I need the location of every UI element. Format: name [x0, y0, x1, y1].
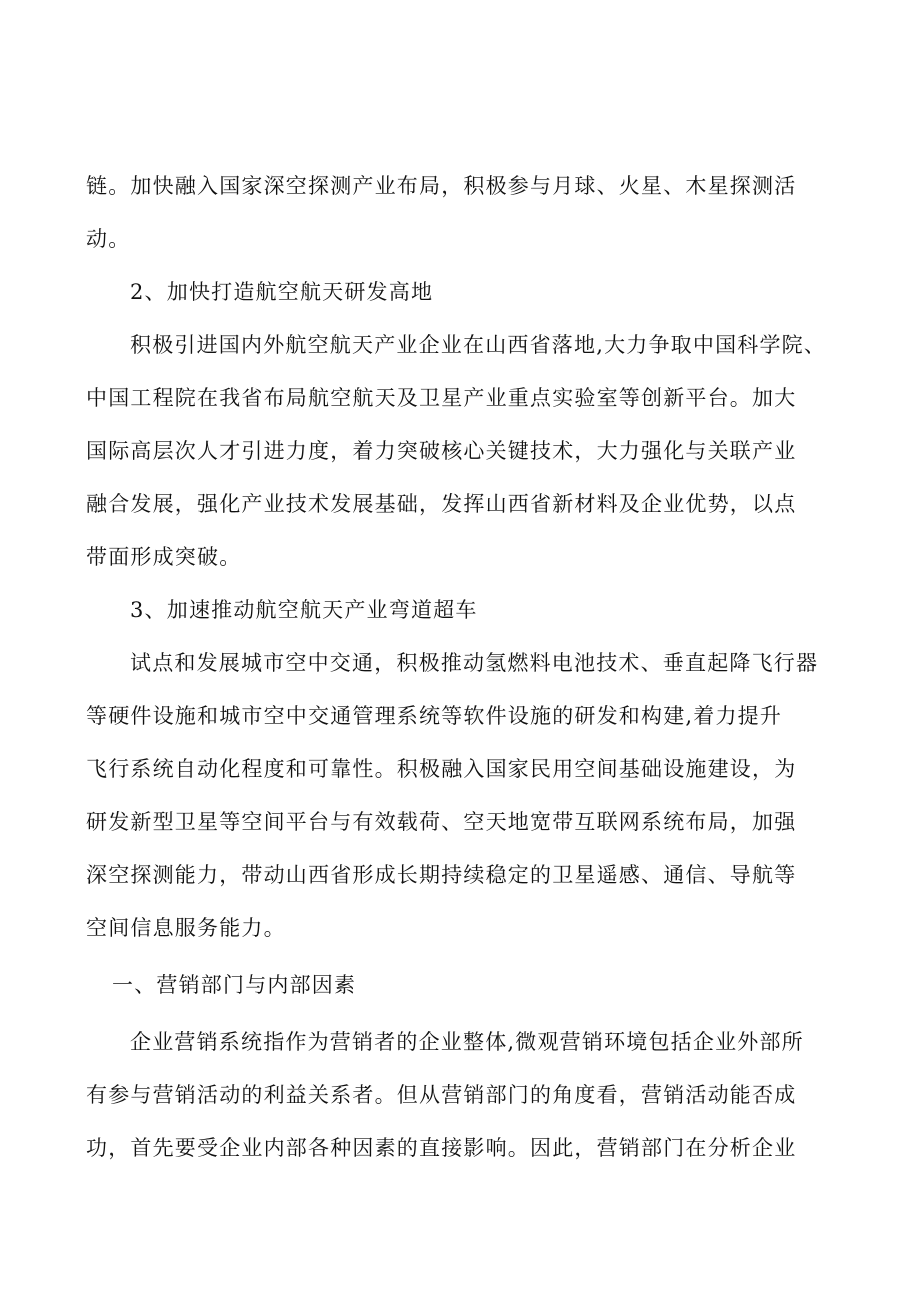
paragraph-first-line: 积极引进国内外航空航天产业企业在山西省落地,大力争取中国科学院、 — [130, 333, 827, 357]
body-line: 国际高层次人才引进力度，着力突破核心关键技术，大力强化与关联产业 — [86, 439, 797, 463]
body-line: 带面形成突破。 — [86, 545, 242, 569]
paragraph-first-line: 试点和发展城市空中交通，积极推动氢燃料电池技术、垂直起降飞行器 — [130, 651, 819, 675]
body-line: 等硬件设施和城市空中交通管理系统等软件设施的研发和构建,着力提升 — [86, 704, 783, 728]
body-line: 融合发展，强化产业技术发展基础，发挥山西省新材料及企业优势，以点 — [86, 492, 797, 516]
body-line: 深空探测能力，带动山西省形成长期持续稳定的卫星遥感、通信、导航等 — [86, 863, 797, 887]
section-heading: 一、营销部门与内部因素 — [112, 973, 357, 997]
body-line: 有参与营销活动的利益关系者。但从营销部门的角度看，营销活动能否成 — [86, 1083, 797, 1107]
subheading: 3、加速推动航空航天产业弯道超车 — [130, 598, 478, 622]
body-line: 动。 — [86, 227, 131, 251]
body-line: 空间信息服务能力。 — [86, 916, 286, 940]
body-line: 飞行系统自动化程度和可靠性。积极融入国家民用空间基础设施建设，为 — [86, 757, 797, 781]
paragraph-first-line: 企业营销系统指作为营销者的企业整体,微观营销环境包括企业外部所 — [130, 1030, 804, 1054]
body-line: 功，首先要受企业内部各种因素的直接影响。因此，营销部门在分析企业 — [86, 1136, 797, 1160]
body-line: 中国工程院在我省布局航空航天及卫星产业重点实验室等创新平台。加大 — [86, 386, 797, 410]
subheading: 2、加快打造航空航天研发高地 — [130, 280, 434, 304]
body-line: 研发新型卫星等空间平台与有效载荷、空天地宽带互联网系统布局，加强 — [86, 810, 797, 834]
body-line: 链。加快融入国家深空探测产业布局，积极参与月球、火星、木星探测活 — [86, 174, 797, 198]
